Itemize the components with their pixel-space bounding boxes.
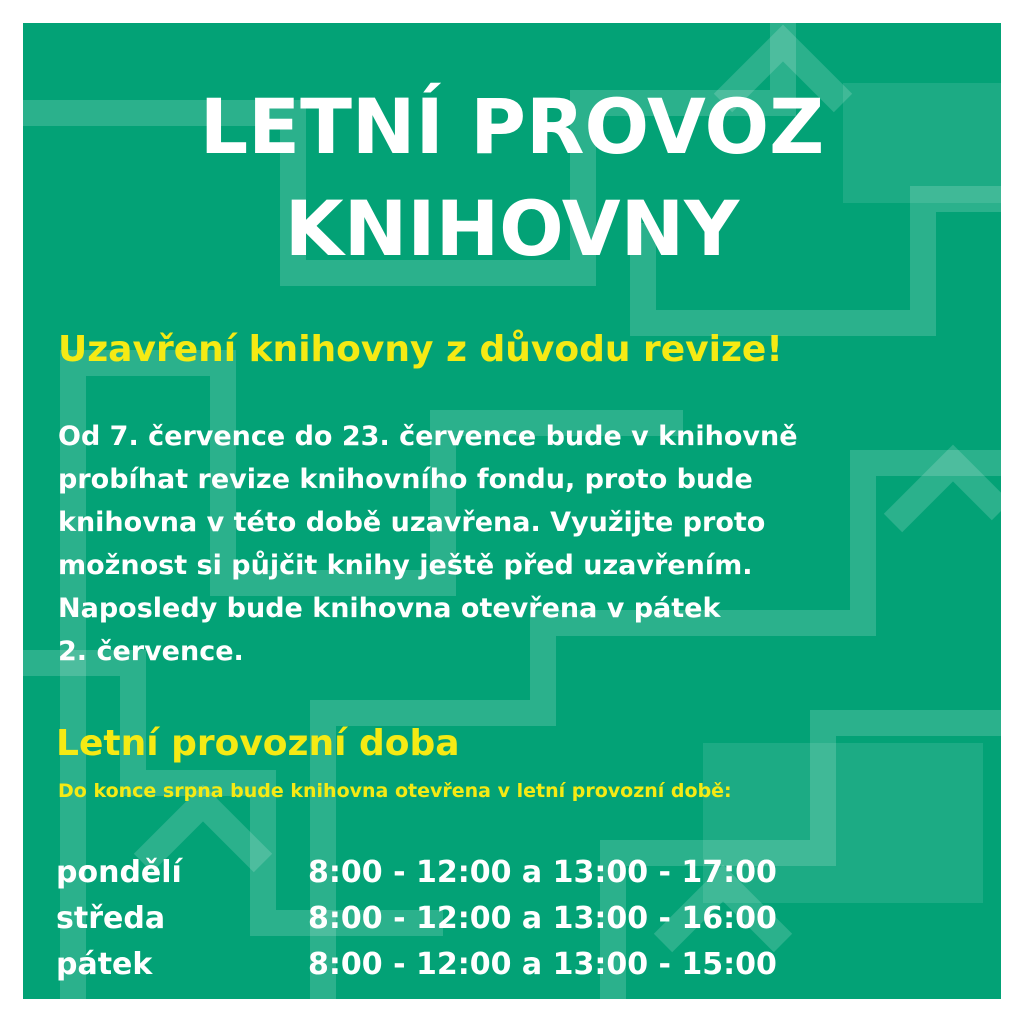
summer-hours-heading: Letní provozní doba [56, 723, 460, 764]
hours-time: 8:00 - 12:00 a 13:00 - 16:00 [308, 901, 777, 936]
hours-time: 8:00 - 12:00 a 13:00 - 15:00 [308, 947, 777, 982]
paragraph-line: 2. července. [58, 636, 244, 667]
page-title-line-1: LETNÍ PROVOZ [199, 82, 825, 171]
paragraph-line: Od 7. července do 23. července bude v knihovně [58, 421, 798, 452]
poster-panel [23, 23, 1001, 999]
hours-time: 8:00 - 12:00 a 13:00 - 17:00 [308, 855, 777, 890]
hours-day: středa [56, 901, 166, 936]
closure-heading: Uzavření knihovny z důvodu revize! [58, 329, 783, 370]
summer-hours-note: Do konce srpna bude knihovna otevřena v letní provozní době: [58, 780, 732, 802]
opening-hours-table [56, 855, 956, 993]
paragraph-line: knihovna v této době uzavřena. Využijte proto [58, 507, 766, 538]
page-title-line-2: KNIHOVNY [284, 184, 740, 273]
hours-day: pátek [56, 947, 153, 982]
hours-row-wednesday [56, 901, 956, 947]
closure-paragraph [58, 415, 978, 673]
hours-row-friday [56, 947, 956, 993]
paragraph-line: probíhat revize knihovního fondu, proto bude [58, 464, 753, 495]
paragraph-line: možnost si půjčit knihy ještě před uzavřením. [58, 550, 753, 581]
paragraph-line: Naposledy bude knihovna otevřena v pátek [58, 593, 721, 624]
hours-day: pondělí [56, 855, 182, 890]
hours-row-monday [56, 855, 956, 901]
